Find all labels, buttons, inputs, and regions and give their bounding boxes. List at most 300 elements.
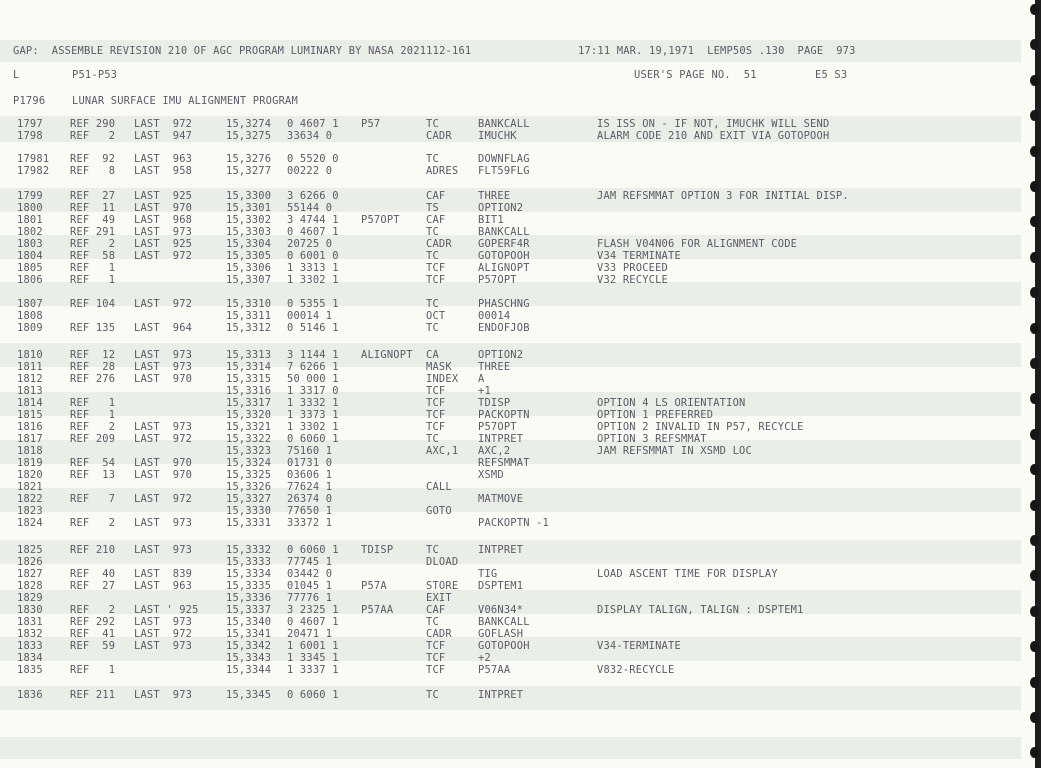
- comment: OPTION 4 LS ORIENTATION: [597, 397, 746, 409]
- ref-count: REF 1: [70, 262, 116, 274]
- label: P57: [361, 118, 381, 130]
- octal-word: 03606 1: [287, 469, 333, 481]
- last-ref: LAST 973: [134, 361, 193, 373]
- line-number: 1825: [17, 544, 43, 556]
- last-ref: LAST 973: [134, 226, 193, 238]
- operand: GOPERF4R: [478, 238, 530, 250]
- last-ref: LAST 973: [134, 517, 193, 529]
- address: 15,3322: [226, 433, 272, 445]
- sprocket-hole: [1030, 677, 1039, 688]
- section-letter: L: [13, 69, 20, 81]
- opcode: STORE: [426, 580, 459, 592]
- octal-word: 1 3345 1: [287, 652, 339, 664]
- last-ref: LAST 973: [134, 544, 193, 556]
- line-number: 1820: [17, 469, 43, 481]
- sprocket-hole: [1030, 181, 1039, 192]
- opcode: TCF: [426, 664, 446, 676]
- address: 15,3276: [226, 153, 272, 165]
- address: 15,3344: [226, 664, 272, 676]
- octal-word: 0 6001 0: [287, 250, 339, 262]
- octal-word: 77650 1: [287, 505, 333, 517]
- address: 15,3316: [226, 385, 272, 397]
- operand: DOWNFLAG: [478, 153, 530, 165]
- ref-count: REF 40: [70, 568, 116, 580]
- address: 15,3304: [226, 238, 272, 250]
- last-ref: LAST 973: [134, 349, 193, 361]
- comment: ALARM CODE 210 AND EXIT VIA GOTOPOOH: [597, 130, 830, 142]
- line-number: 1823: [17, 505, 43, 517]
- address: 15,3313: [226, 349, 272, 361]
- line-number: 1797: [17, 118, 43, 130]
- octal-word: 77776 1: [287, 592, 333, 604]
- address: 15,3303: [226, 226, 272, 238]
- line-number: 17982: [17, 165, 50, 177]
- ref-count: REF 11: [70, 202, 116, 214]
- operand: BANKCALL: [478, 118, 530, 130]
- ref-count: REF 13: [70, 469, 116, 481]
- line-number: 1812: [17, 373, 43, 385]
- last-ref: LAST 968: [134, 214, 193, 226]
- operand: PHASCHNG: [478, 298, 530, 310]
- users-page-number: USER'S PAGE NO. 51: [634, 69, 757, 81]
- address: 15,3343: [226, 652, 272, 664]
- opcode: TC: [426, 226, 439, 238]
- ref-count: REF 209: [70, 433, 116, 445]
- ref-count: REF 1: [70, 409, 116, 421]
- opcode: CA: [426, 349, 439, 361]
- line-number: 1814: [17, 397, 43, 409]
- opcode: TCF: [426, 397, 446, 409]
- operand: DSPTEM1: [478, 580, 524, 592]
- line-number: 1830: [17, 604, 43, 616]
- opcode: TCF: [426, 421, 446, 433]
- ref-count: REF 49: [70, 214, 116, 226]
- opcode: TCF: [426, 409, 446, 421]
- header-line-3: [0, 95, 298, 107]
- comment: IS ISS ON - IF NOT, IMUCHK WILL SEND: [597, 118, 830, 130]
- ref-count: REF 292: [70, 616, 116, 628]
- line-number: 1824: [17, 517, 43, 529]
- opcode: DLOAD: [426, 556, 459, 568]
- operand: A: [478, 373, 485, 385]
- comment: OPTION 1 PREFERRED: [597, 409, 714, 421]
- opcode: TC: [426, 298, 439, 310]
- sprocket-hole: [1030, 535, 1039, 546]
- last-ref: LAST 925: [134, 238, 193, 250]
- address: 15,3311: [226, 310, 272, 322]
- sprocket-hole: [1030, 606, 1039, 617]
- ref-count: REF 1: [70, 664, 116, 676]
- line-number: 1801: [17, 214, 43, 226]
- octal-word: 20725 0: [287, 238, 333, 250]
- paper-band: [0, 737, 1021, 759]
- last-ref: LAST 963: [134, 580, 193, 592]
- address: 15,3306: [226, 262, 272, 274]
- opcode: TC: [426, 616, 439, 628]
- line-number: 1828: [17, 580, 43, 592]
- operand: PACKOPTN: [478, 409, 530, 421]
- ref-count: REF 8: [70, 165, 116, 177]
- operand: BANKCALL: [478, 616, 530, 628]
- address: 15,3315: [226, 373, 272, 385]
- line-number: 1806: [17, 274, 43, 286]
- last-ref: LAST 970: [134, 202, 193, 214]
- ref-count: REF 54: [70, 457, 116, 469]
- line-number: 1803: [17, 238, 43, 250]
- last-ref: LAST 947: [134, 130, 193, 142]
- address: 15,3340: [226, 616, 272, 628]
- operand: INTPRET: [478, 433, 524, 445]
- last-ref: LAST 839: [134, 568, 193, 580]
- comment: V32 RECYCLE: [597, 274, 669, 286]
- label: TDISP: [361, 544, 394, 556]
- opcode: TC: [426, 689, 439, 701]
- operand: P57OPT: [478, 421, 517, 433]
- operand: OPTION2: [478, 349, 524, 361]
- last-ref: LAST 972: [134, 250, 193, 262]
- ref-count: REF 41: [70, 628, 116, 640]
- octal-word: 26374 0: [287, 493, 333, 505]
- line-number: 1802: [17, 226, 43, 238]
- ref-count: REF 1: [70, 274, 116, 286]
- comment: V34 TERMINATE: [597, 250, 681, 262]
- octal-word: 3 1144 1: [287, 349, 339, 361]
- ref-count: REF 27: [70, 580, 116, 592]
- octal-word: 1 3302 1: [287, 421, 339, 433]
- last-ref: LAST 970: [134, 373, 193, 385]
- last-ref: LAST 970: [134, 469, 193, 481]
- opcode: CAF: [426, 604, 446, 616]
- octal-word: 3 6266 0: [287, 190, 339, 202]
- address: 15,3336: [226, 592, 272, 604]
- octal-word: 0 4607 1: [287, 616, 339, 628]
- octal-word: 0 5355 1: [287, 298, 339, 310]
- ref-count: REF 1: [70, 397, 116, 409]
- address: 15,3275: [226, 130, 272, 142]
- sheet-code: E5 S3: [815, 69, 848, 81]
- opcode: TCF: [426, 262, 446, 274]
- octal-word: 33372 1: [287, 517, 333, 529]
- line-number: 1816: [17, 421, 43, 433]
- octal-word: 01731 0: [287, 457, 333, 469]
- address: 15,3310: [226, 298, 272, 310]
- program-id: P1796: [13, 95, 46, 107]
- last-ref: LAST 972: [134, 433, 193, 445]
- operand: AXC,2: [478, 445, 511, 457]
- line-number: 1798: [17, 130, 43, 142]
- ref-count: REF 290: [70, 118, 116, 130]
- operand: MATMOVE: [478, 493, 524, 505]
- octal-word: 77624 1: [287, 481, 333, 493]
- address: 15,3323: [226, 445, 272, 457]
- address: 15,3331: [226, 517, 272, 529]
- ref-count: REF 2: [70, 604, 116, 616]
- ref-count: REF 12: [70, 349, 116, 361]
- line-number: 1807: [17, 298, 43, 310]
- comment: JAM REFSMMAT IN XSMD LOC: [597, 445, 752, 457]
- octal-word: 1 3302 1: [287, 274, 339, 286]
- operand: +2: [478, 652, 491, 664]
- label: P57A: [361, 580, 387, 592]
- header-line-2: [0, 69, 848, 81]
- line-number: 1810: [17, 349, 43, 361]
- line-number: 1821: [17, 481, 43, 493]
- opcode: CADR: [426, 238, 452, 250]
- octal-word: 0 6060 1: [287, 689, 339, 701]
- last-ref: LAST 973: [134, 689, 193, 701]
- ref-count: REF 276: [70, 373, 116, 385]
- comment: V34-TERMINATE: [597, 640, 681, 652]
- line-number: 1805: [17, 262, 43, 274]
- address: 15,3324: [226, 457, 272, 469]
- octal-word: 1 3332 1: [287, 397, 339, 409]
- line-number: 1819: [17, 457, 43, 469]
- line-number: 1818: [17, 445, 43, 457]
- label: P57AA: [361, 604, 394, 616]
- operand: V06N34*: [478, 604, 524, 616]
- sprocket-hole: [1030, 323, 1039, 334]
- octal-word: 0 5146 1: [287, 322, 339, 334]
- ref-count: REF 58: [70, 250, 116, 262]
- address: 15,3302: [226, 214, 272, 226]
- ref-count: REF 2: [70, 517, 116, 529]
- octal-word: 03442 0: [287, 568, 333, 580]
- address: 15,3332: [226, 544, 272, 556]
- line-number: 1827: [17, 568, 43, 580]
- address: 15,3320: [226, 409, 272, 421]
- label: ALIGNOPT: [361, 349, 413, 361]
- line-number: 1831: [17, 616, 43, 628]
- last-ref: LAST 925: [134, 190, 193, 202]
- section-range: P51-P53: [72, 69, 118, 81]
- operand: INTPRET: [478, 544, 524, 556]
- address: 15,3325: [226, 469, 272, 481]
- address: 15,3341: [226, 628, 272, 640]
- line-number: 1826: [17, 556, 43, 568]
- opcode: TCF: [426, 385, 446, 397]
- last-ref: LAST 964: [134, 322, 193, 334]
- line-number: 1799: [17, 190, 43, 202]
- opcode: CADR: [426, 130, 452, 142]
- opcode: TS: [426, 202, 439, 214]
- operand: GOTOPOOH: [478, 640, 530, 652]
- octal-word: 1 3373 1: [287, 409, 339, 421]
- line-number: 17981: [17, 153, 50, 165]
- label: P57OPT: [361, 214, 400, 226]
- operand: BIT1: [478, 214, 504, 226]
- ref-count: REF 210: [70, 544, 116, 556]
- comment: OPTION 3 REFSMMAT: [597, 433, 707, 445]
- octal-word: 1 3337 1: [287, 664, 339, 676]
- address: 15,3314: [226, 361, 272, 373]
- address: 15,3334: [226, 568, 272, 580]
- octal-word: 00014 1: [287, 310, 333, 322]
- opcode: CAF: [426, 190, 446, 202]
- line-number: 1817: [17, 433, 43, 445]
- operand: THREE: [478, 361, 511, 373]
- line-number: 1815: [17, 409, 43, 421]
- opcode: ADRES: [426, 165, 459, 177]
- octal-word: 01045 1: [287, 580, 333, 592]
- comment: LOAD ASCENT TIME FOR DISPLAY: [597, 568, 778, 580]
- address: 15,3330: [226, 505, 272, 517]
- operand: GOFLASH: [478, 628, 524, 640]
- last-ref: LAST 973: [134, 616, 193, 628]
- last-ref: LAST 958: [134, 165, 193, 177]
- line-number: 1833: [17, 640, 43, 652]
- last-ref: LAST 972: [134, 493, 193, 505]
- comment: V832-RECYCLE: [597, 664, 675, 676]
- address: 15,3326: [226, 481, 272, 493]
- octal-word: 3 2325 1: [287, 604, 339, 616]
- address: 15,3317: [226, 397, 272, 409]
- address: 15,3307: [226, 274, 272, 286]
- program-title: LUNAR SURFACE IMU ALIGNMENT PROGRAM: [72, 95, 298, 107]
- header-line-1: [0, 45, 856, 57]
- address: 15,3301: [226, 202, 272, 214]
- last-ref: LAST 963: [134, 153, 193, 165]
- octal-word: 0 6060 1: [287, 433, 339, 445]
- ref-count: REF 27: [70, 190, 116, 202]
- last-ref: LAST 970: [134, 457, 193, 469]
- line-number: 1836: [17, 689, 43, 701]
- operand: BANKCALL: [478, 226, 530, 238]
- octal-word: 0 4607 1: [287, 118, 339, 130]
- comment: V33 PROCEED: [597, 262, 669, 274]
- opcode: CADR: [426, 628, 452, 640]
- comment: JAM REFSMMAT OPTION 3 FOR INITIAL DISP.: [597, 190, 849, 202]
- ref-count: REF 135: [70, 322, 116, 334]
- address: 15,3327: [226, 493, 272, 505]
- opcode: TCF: [426, 640, 446, 652]
- sprocket-holes: [1023, 0, 1041, 768]
- last-ref: LAST ' 925: [134, 604, 199, 616]
- address: 15,3277: [226, 165, 272, 177]
- comment: OPTION 2 INVALID IN P57, RECYCLE: [597, 421, 804, 433]
- operand: XSMD: [478, 469, 504, 481]
- operand: ENDOFJOB: [478, 322, 530, 334]
- address: 15,3300: [226, 190, 272, 202]
- octal-word: 75160 1: [287, 445, 333, 457]
- operand: +1: [478, 385, 491, 397]
- last-ref: LAST 973: [134, 421, 193, 433]
- address: 15,3274: [226, 118, 272, 130]
- sprocket-hole: [1030, 500, 1039, 511]
- address: 15,3312: [226, 322, 272, 334]
- ref-count: REF 2: [70, 130, 116, 142]
- sprocket-hole: [1030, 75, 1039, 86]
- last-ref: LAST 972: [134, 118, 193, 130]
- operand: REFSMMAT: [478, 457, 530, 469]
- octal-word: 00222 0: [287, 165, 333, 177]
- ref-count: REF 92: [70, 153, 116, 165]
- line-number: 1808: [17, 310, 43, 322]
- line-number: 1813: [17, 385, 43, 397]
- line-number: 1832: [17, 628, 43, 640]
- ref-count: REF 2: [70, 238, 116, 250]
- octal-word: 1 3317 0: [287, 385, 339, 397]
- opcode: CAF: [426, 214, 446, 226]
- opcode: TC: [426, 250, 439, 262]
- opcode: EXIT: [426, 592, 452, 604]
- header-title: GAP: ASSEMBLE REVISION 210 OF AGC PROGRAM LUMINARY BY NASA 2021112-161: [13, 45, 472, 57]
- operand: TIG: [478, 568, 498, 580]
- operand: OPTION2: [478, 202, 524, 214]
- ref-count: REF 104: [70, 298, 116, 310]
- sprocket-hole: [1030, 252, 1039, 263]
- line-number: 1822: [17, 493, 43, 505]
- opcode: MASK: [426, 361, 452, 373]
- octal-word: 0 4607 1: [287, 226, 339, 238]
- last-ref: LAST 973: [134, 640, 193, 652]
- line-number: 1811: [17, 361, 43, 373]
- address: 15,3345: [226, 689, 272, 701]
- address: 15,3335: [226, 580, 272, 592]
- octal-word: 3 4744 1: [287, 214, 339, 226]
- sprocket-hole: [1030, 4, 1039, 15]
- opcode: GOTO: [426, 505, 452, 517]
- operand: THREE: [478, 190, 511, 202]
- opcode: TCF: [426, 652, 446, 664]
- ref-count: REF 211: [70, 689, 116, 701]
- operand: TDISP: [478, 397, 511, 409]
- address: 15,3337: [226, 604, 272, 616]
- sprocket-hole: [1030, 146, 1039, 157]
- comment: FLASH V04N06 FOR ALIGNMENT CODE: [597, 238, 798, 250]
- octal-word: 33634 0: [287, 130, 333, 142]
- octal-word: 55144 0: [287, 202, 333, 214]
- ref-count: REF 2: [70, 421, 116, 433]
- line-number: 1804: [17, 250, 43, 262]
- operand: PACKOPTN -1: [478, 517, 550, 529]
- last-ref: LAST 972: [134, 628, 193, 640]
- opcode: AXC,1: [426, 445, 459, 457]
- opcode: TC: [426, 544, 439, 556]
- operand: GOTOPOOH: [478, 250, 530, 262]
- ref-count: REF 28: [70, 361, 116, 373]
- opcode: TC: [426, 153, 439, 165]
- address: 15,3333: [226, 556, 272, 568]
- sprocket-hole: [1030, 358, 1039, 369]
- operand: FLT59FLG: [478, 165, 530, 177]
- opcode: TC: [426, 433, 439, 445]
- operand: P57OPT: [478, 274, 517, 286]
- octal-word: 1 3313 1: [287, 262, 339, 274]
- sprocket-hole: [1030, 429, 1039, 440]
- operand: ALIGNOPT: [478, 262, 530, 274]
- octal-word: 7 6266 1: [287, 361, 339, 373]
- header-timestamp-page: 17:11 MAR. 19,1971 LEMP50S .130 PAGE 973: [578, 45, 856, 57]
- sprocket-hole: [1030, 712, 1039, 723]
- line-number: 1800: [17, 202, 43, 214]
- octal-word: 77745 1: [287, 556, 333, 568]
- line-number: 1829: [17, 592, 43, 604]
- octal-word: 0 6060 1: [287, 544, 339, 556]
- operand: IMUCHK: [478, 130, 517, 142]
- ref-count: REF 7: [70, 493, 116, 505]
- address: 15,3305: [226, 250, 272, 262]
- octal-word: 20471 1: [287, 628, 333, 640]
- comment: DISPLAY TALIGN, TALIGN : DSPTEM1: [597, 604, 804, 616]
- operand: INTPRET: [478, 689, 524, 701]
- line-number: 1809: [17, 322, 43, 334]
- ref-count: REF 59: [70, 640, 116, 652]
- opcode: TC: [426, 322, 439, 334]
- operand: P57AA: [478, 664, 511, 676]
- opcode: TCF: [426, 274, 446, 286]
- opcode: OCT: [426, 310, 446, 322]
- octal-word: 1 6001 1: [287, 640, 339, 652]
